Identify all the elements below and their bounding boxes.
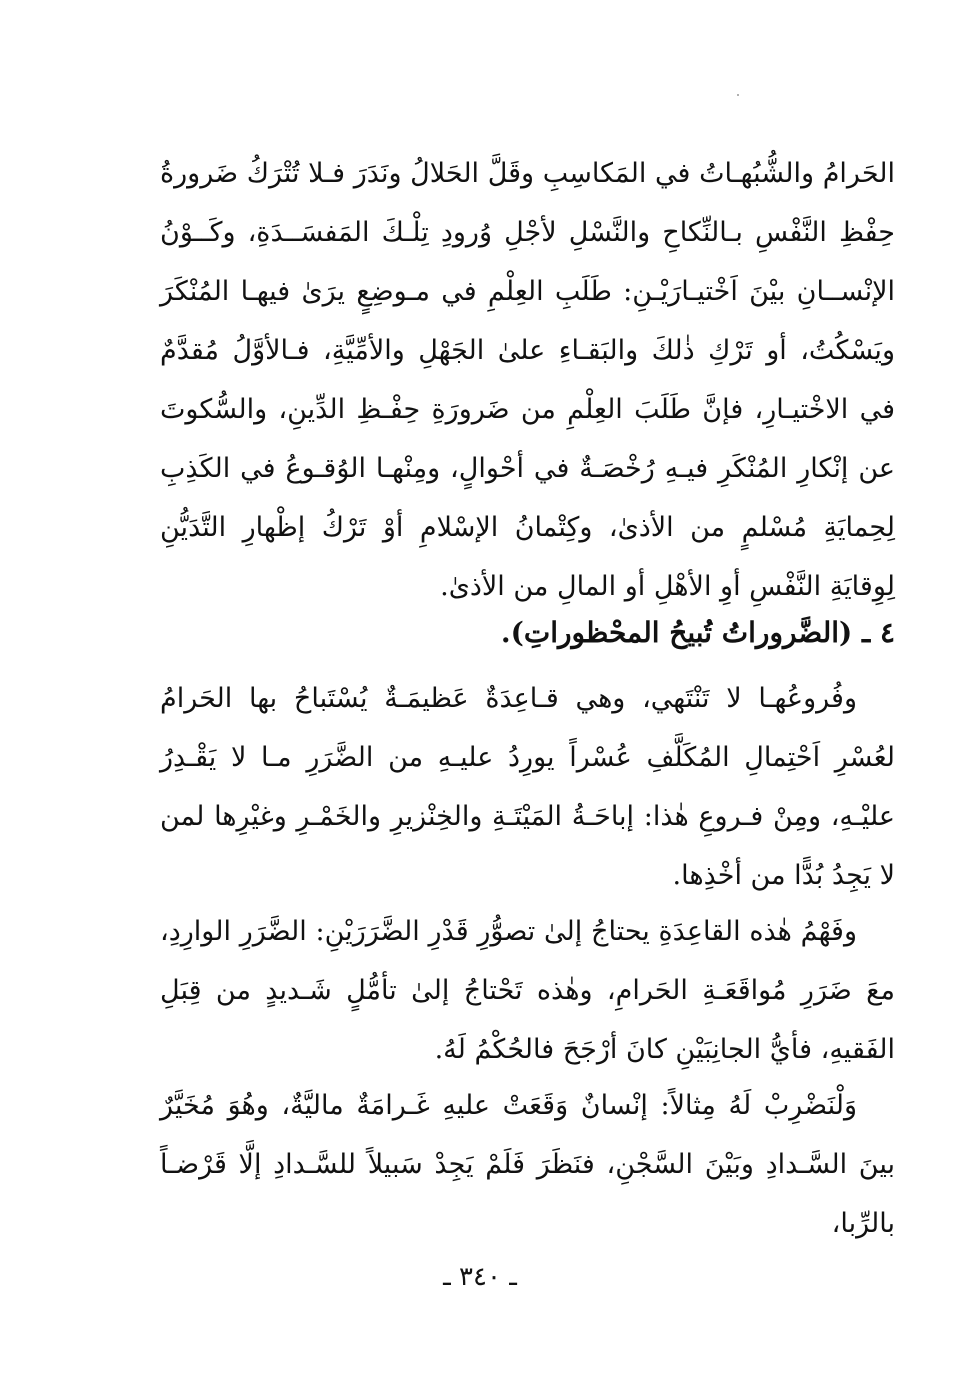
paragraph-1: الحَرامُ والشُّبُهـاتُ في المَكاسِبِ وقَلَّ الحَلالُ ونَدَرَ فـلا تُتْرَكُ ضَرورةُ حِفْظِ النَّفْسِ بـالنِّكاحِ والنَّسْلِ لأجْلِ وُرودِ تِلْـكَ المَفسَــدَةِ، وكَــوْنُ الإنْســانِ بيْنَ اَخْتيـارَيْـنِ: طَلَبِ العِلْمِ في مـوضِعٍ يرَىٰ فيهـا المُنْكَرَ ويَسْكُتُ، أو تَرْكِ ذٰلكَ والبَقـاءِ علىٰ الجَهْلِ والأمِّيَّةِ، فـالأوَّلُ مُقدَّمٌ في الاخْتيـارِ، فإنَّ طَلَبَ العِلْمِ من ضَرورَةِ حِفْـظِ الدِّينِ، والسُّكوتَ عن إنْكارِ المُنْكَرِ فيـهِ رُخْصَـةٌ في أحْوالٍ، ومِنْهـا الوُقـوعُ في الكَذِبِ لِحِمايَةِ مُسْلمٍ من الأذىٰ، وكِتْمانُ الإسْلامِ أوْ تَرْكُ إظْهارِ التَّدَيُّنِ لِوِقايَةِ النَّفْسِ أوِ الأهْلِ أو المالِ من الأذىٰ.	[160, 158, 895, 602]
scan-speck	[737, 94, 739, 96]
paragraph-2: وفُروعُهـا لا تَنْتَهي، وهي قـاعِدَةٌ عَظيمَـةٌ يُسْتَباحُ بها الحَرامُ لعُسْرِ اَحْتِمالِ المُكَلَّفِ عُسْراً يورِدُ عليـهِ من الضَّرَرِ مـا لا يَقْـدِرُ عليْـهِ، ومِنْ فـروعِ هٰذا: إباحَـةُ المَيْتَـةِ والخِنْزيرِ والخَمْـرِ وغيْرِها لمن لا يَجِدُ بُدًّا من أخْذِها.	[160, 683, 895, 891]
rule-heading: ٤ ـ (الضَّروراتُ تُبيحُ المحْظوراتِ).	[500, 616, 895, 649]
paragraph-4: وَلْنَضْرِبْ لَهُ مِثالاً: إنْسانٌ وَقَعَتْ عليهِ غَـرامَةٌ ماليَّةٌ، وهُوَ مُخَيَّرٌ بينَ السَّـدادِ وبَيْنَ السَّجْنِ، فنَظَرَ فَلَمْ يَجِدْ سَبيلاً للسَّـدادِ إلَّا قَرْضـاً بالرِّبا،	[160, 1090, 895, 1239]
paragraph-3: وفَهْمُ هٰذه القاعِدَةِ يحتاجُ إلىٰ تصوُّرِ قَدْرِ الضَّرَرَيْنِ: الضَّرَرِ الوارِدِ، معَ ضَرَرِ مُواقَعَـةِ الحَرامِ، وهٰذه تَحْتاجُ إلىٰ تأمُّلٍ شَـديدٍ من قِبَلِ الفَقيهِ، فأيُّ الجانِبَيْنِ كانَ أرْجَحَ فالحُكْمُ لَهُ.	[160, 916, 895, 1065]
page-number: ـ ٣٤٠ ـ	[443, 1262, 517, 1292]
